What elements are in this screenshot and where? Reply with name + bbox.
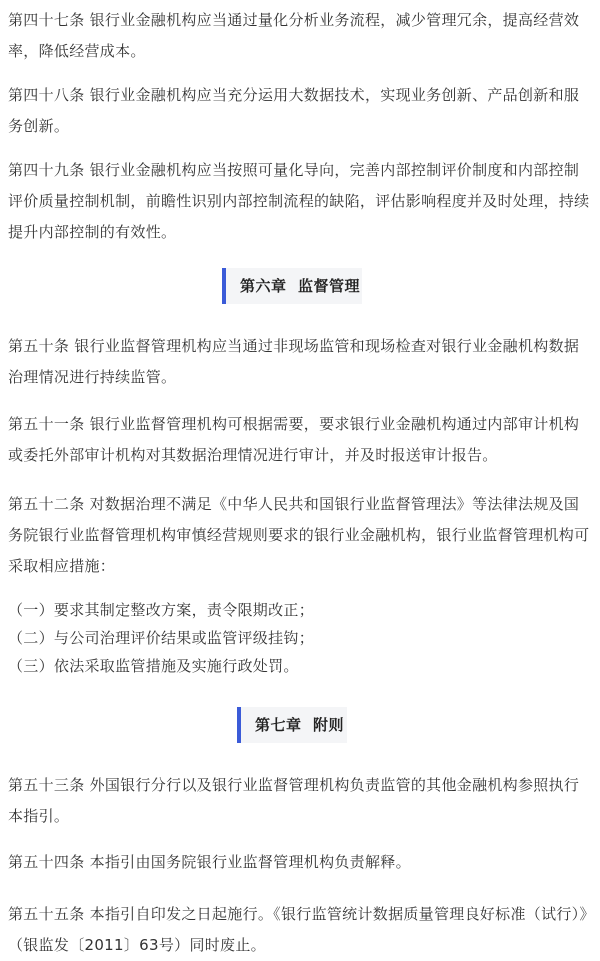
- article-50: 第五十条 银行业监督管理机构应当通过非现场监管和现场检查对银行业金融机构数据治理情况进行持续监管。: [8, 337, 580, 386]
- article-52: 第五十二条 对数据治理不满足《中华人民共和国银行业监督管理法》等法律法规及国务院银行业监督管理机构审慎经营规则要求的银行业金融机构，银行业监督管理机构可采取相应措施：: [8, 495, 590, 575]
- article-47: 第四十七条 银行业金融机构应当通过量化分析业务流程，减少管理冗余，提高经营效率，降低经营成本。: [8, 11, 580, 60]
- article-48: 第四十八条 银行业金融机构应当充分运用大数据技术，实现业务创新、产品创新和服务创新。: [8, 86, 580, 135]
- measure-item-1: （一）要求其制定整改方案，责令限期改正；: [8, 601, 315, 619]
- article-54: 第五十四条 本指引由国务院银行业监督管理机构负责解释。: [8, 853, 411, 871]
- article-55: 第五十五条 本指引自印发之日起施行。《银行监管统计数据质量管理良好标准（试行）》（银监发〔2011〕63号）同时废止。: [8, 905, 588, 954]
- article-49: 第四十九条 银行业金融机构应当按照可量化导向，完善内部控制评价制度和内部控制评价质量控制机制，前瞻性识别内部控制流程的缺陷，评估影响程度并及时处理，持续提升内部控制的有效性。: [8, 161, 590, 241]
- article-53: 第五十三条 外国银行分行以及银行业监督管理机构负责监管的其他金融机构参照执行本指引。: [8, 776, 580, 825]
- chapter-7-heading: 第七章 附则: [237, 707, 347, 743]
- measure-item-2: （二）与公司治理评价结果或监管评级挂钩；: [8, 629, 315, 647]
- chapter-6-heading: 第六章 监督管理: [222, 268, 362, 304]
- article-51: 第五十一条 银行业监督管理机构可根据需要，要求银行业金融机构通过内部审计机构或委托外部审计机构对其数据治理情况进行审计，并及时报送审计报告。: [8, 415, 580, 464]
- measure-item-3: （三）依法采取监管措施及实施行政处罚。: [8, 657, 299, 675]
